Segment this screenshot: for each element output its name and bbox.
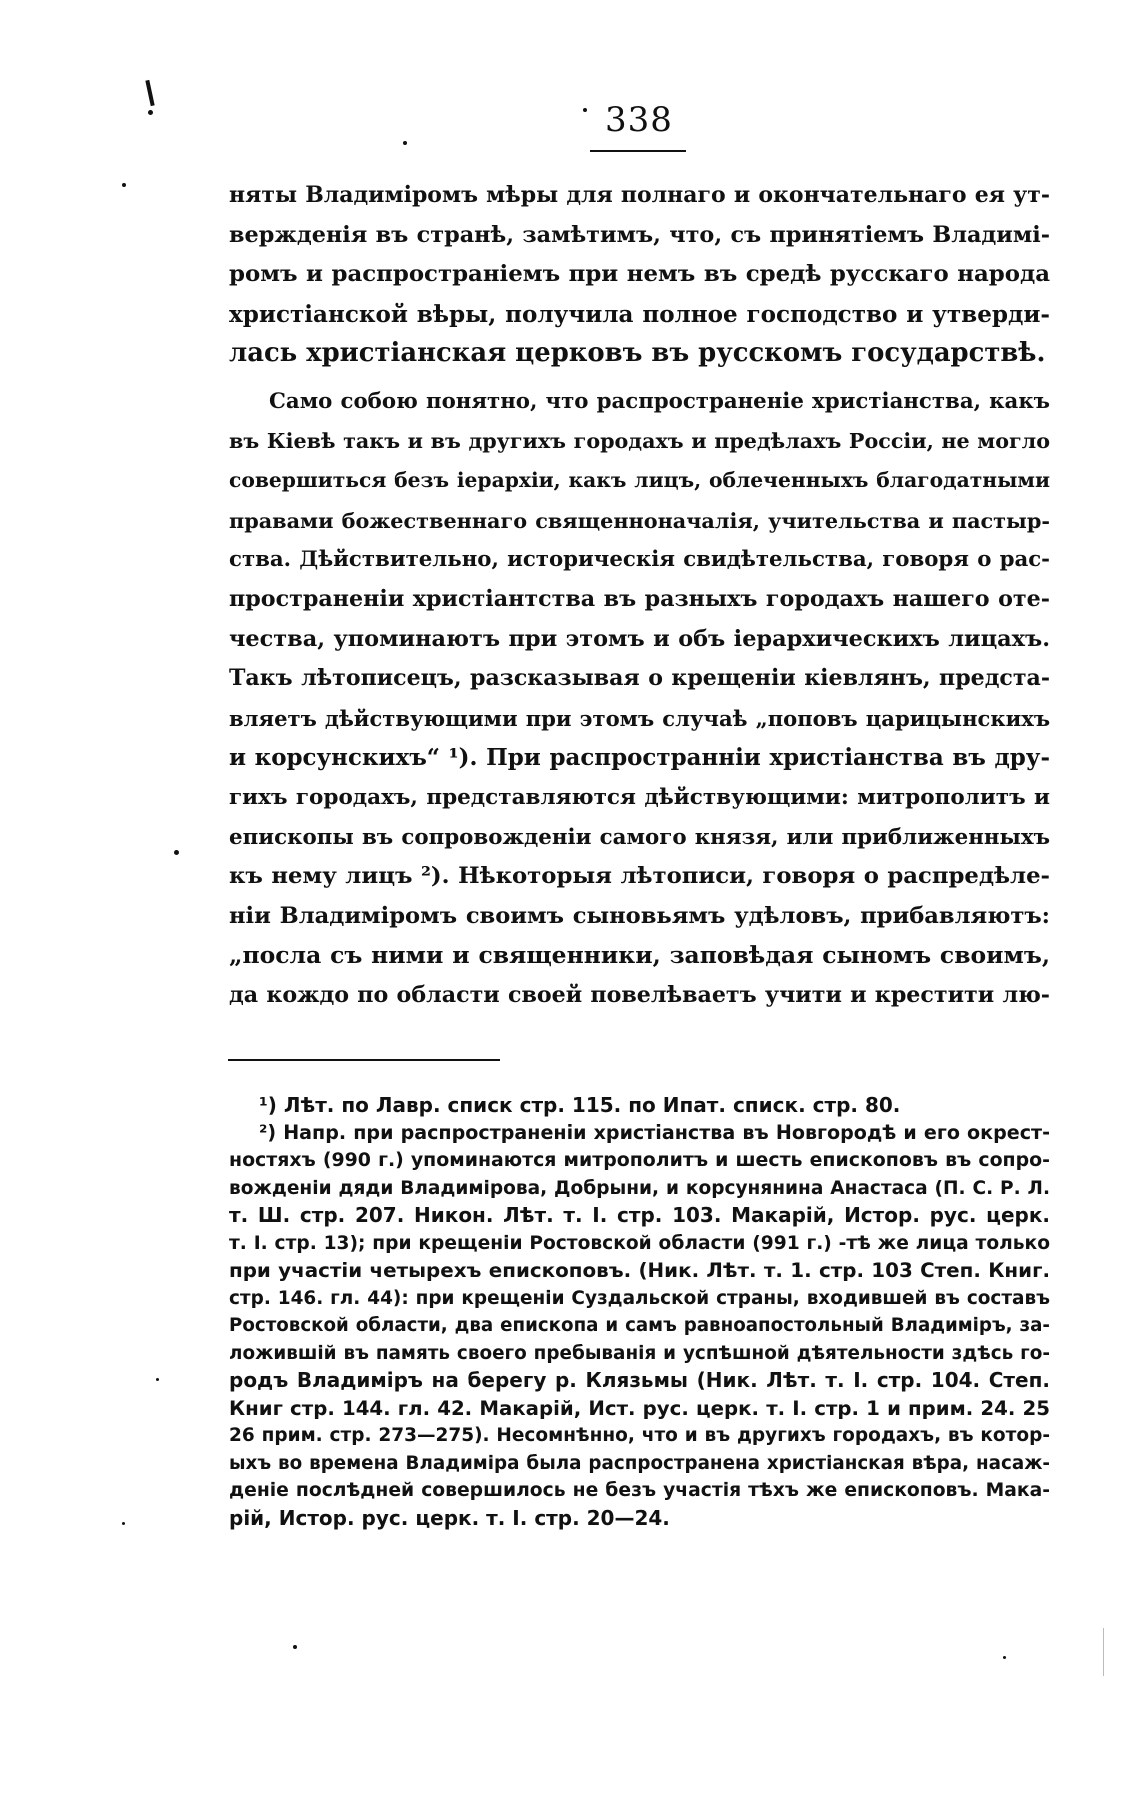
footnote-line: ложившій въ память своего пребыванія и успѣшной дѣятельности здѣсь го-: [229, 1342, 1050, 1364]
footnote-line: Ростовской области, два епископа и самъ равноапостольный Владиміръ, за-: [229, 1315, 1050, 1336]
margin-speck: [293, 1645, 297, 1649]
margin-speck: [156, 1378, 159, 1381]
paragraph-2: [229, 382, 1050, 1016]
footnote-line: вожденіи дяди Владиміровa, Добрыни, и корсунянина Анастаса (П. С. Р. Л.: [229, 1177, 1050, 1199]
footnote-line: ыхъ во времена Владиміра была распространена христіанская вѣра, насаж-: [229, 1452, 1050, 1474]
margin-speck: [122, 183, 126, 187]
footnote-line: стр. 146. гл. 44): при крещеніи Суздальской страны, входившей въ составъ: [229, 1287, 1050, 1309]
text-line: правами божественнаго священноначалія, учительства и пастыр-: [229, 507, 1050, 533]
paragraph-gap: [229, 374, 1050, 382]
text-line: и корсунскихъ“ ¹). При распространніи христіанства въ дру-: [229, 744, 1050, 772]
margin-speck: [1003, 1656, 1006, 1659]
text-line: лась христіанская церковъ въ русскомъ государствѣ.: [229, 338, 1046, 369]
text-line: къ нему лицъ ²). Нѣкоторыя лѣтописи, говоря о распредѣле-: [229, 863, 1050, 890]
text-line: въ Кіевѣ такъ и въ другихъ городахъ и предѣлахъ Россіи, не могло: [229, 428, 1050, 453]
text-line: пространеніи христіантства въ разныхъ городахъ нашего оте-: [229, 585, 1050, 612]
text-line: ніи Владиміромъ своимъ сыновьямъ удѣловъ, прибавляютъ:: [229, 902, 1050, 929]
footnote-line: рій, Истор. рус. церк. т. I. стр. 20—24.: [229, 1505, 670, 1530]
margin-mark: [1103, 1628, 1104, 1676]
text-line: совершиться безъ іерархіи, какъ лицъ, облеченныхъ благодатными: [229, 468, 1050, 493]
main-text: [229, 176, 1050, 1015]
margin-mark: [145, 80, 154, 106]
footnote-line: т. Ш. стр. 207. Никон. Лѣт. т. I. стр. 103. Макарій, Истор. рус. церк.: [229, 1203, 1050, 1227]
text-line: вляетъ дѣйствующими при этомъ случаѣ „поповъ царицынскихъ: [229, 705, 1050, 731]
text-line: чества, упоминаютъ при этомъ и объ іерархическихъ лицахъ.: [229, 625, 1050, 652]
footnote-line: деніе послѣдней совершилось не безъ участія тѣхъ же епископовъ. Мака-: [229, 1480, 1050, 1501]
footnote-line: 26 прим. стр. 273—275). Несомнѣнно, что и въ другихъ городахъ, въ котор-: [229, 1425, 1050, 1446]
page-number-rule: [590, 150, 686, 152]
footnote-line: ²) Напр. при распространеніи христіанства въ Новгородѣ и его окрест-: [259, 1121, 1050, 1144]
page-number: 338: [605, 100, 673, 140]
text-line: Само собою понятно, что распространеніе христіанства, какъ: [269, 388, 1050, 414]
text-line: няты Владиміромъ мѣры для полнаго и окончательнаго ея ут-: [229, 182, 1050, 208]
text-line: да кождо по области своей повелѣваетъ учити и крестити лю-: [229, 981, 1050, 1008]
text-line: епископы въ сопровожденіи самого князя, или приближенныхъ: [229, 824, 1050, 850]
footnote-line: ¹) Лѣт. по Лавр. списк стр. 115. по Ипат. списк. стр. 80.: [259, 1093, 901, 1117]
margin-speck: [583, 108, 587, 112]
footnote-line: Книг стр. 144. гл. 42. Макарій, Ист. рус. церк. т. I. стр. 1 и прим. 24. 25: [229, 1396, 1050, 1420]
text-line: ромъ и распространіемъ при немъ въ средѣ русскаго народа: [229, 261, 1050, 288]
text-line: Такъ лѣтописецъ, разсказывая о крещеніи кіевлянъ, предста-: [229, 665, 1050, 692]
margin-speck: [174, 850, 179, 855]
footnote-line: ностяхъ (990 г.) упоминаются митрополитъ и шесть епископовъ въ сопро-: [229, 1149, 1050, 1171]
footnotes: [229, 1092, 1050, 1532]
footnote-line: т. I. стр. 13); при крещеніи Ростовской области (991 г.) -тѣ же лица только: [229, 1232, 1050, 1254]
margin-speck: [122, 1522, 125, 1525]
footnote-separator: [228, 1059, 500, 1061]
text-line: вержденія въ странѣ, замѣтимъ, что, съ принятіемъ Владимі-: [229, 221, 1050, 248]
margin-speck: [148, 110, 153, 115]
footnote-line: при участіи четырехъ епископовъ. (Ник. Лѣт. т. 1. стр. 103 Степ. Книг.: [229, 1259, 1050, 1282]
text-line: гихъ городахъ, представляются дѣйствующими: митрополитъ и: [229, 784, 1050, 810]
paragraph-1: [229, 176, 1050, 374]
footnote-line: родъ Владиміръ на берегу р. Клязьмы (Ник. Лѣт. т. I. стр. 104. Степ.: [229, 1368, 1050, 1392]
text-line: ства. Дѣйствительно, историческія свидѣтельства, говоря о рас-: [229, 547, 1050, 573]
margin-speck: [403, 141, 407, 145]
text-line: христіанской вѣры, получила полное господство и утверди-: [229, 300, 1050, 328]
text-line: „посла съ ними и священники, заповѣдая сыномъ своимъ,: [229, 941, 1050, 970]
